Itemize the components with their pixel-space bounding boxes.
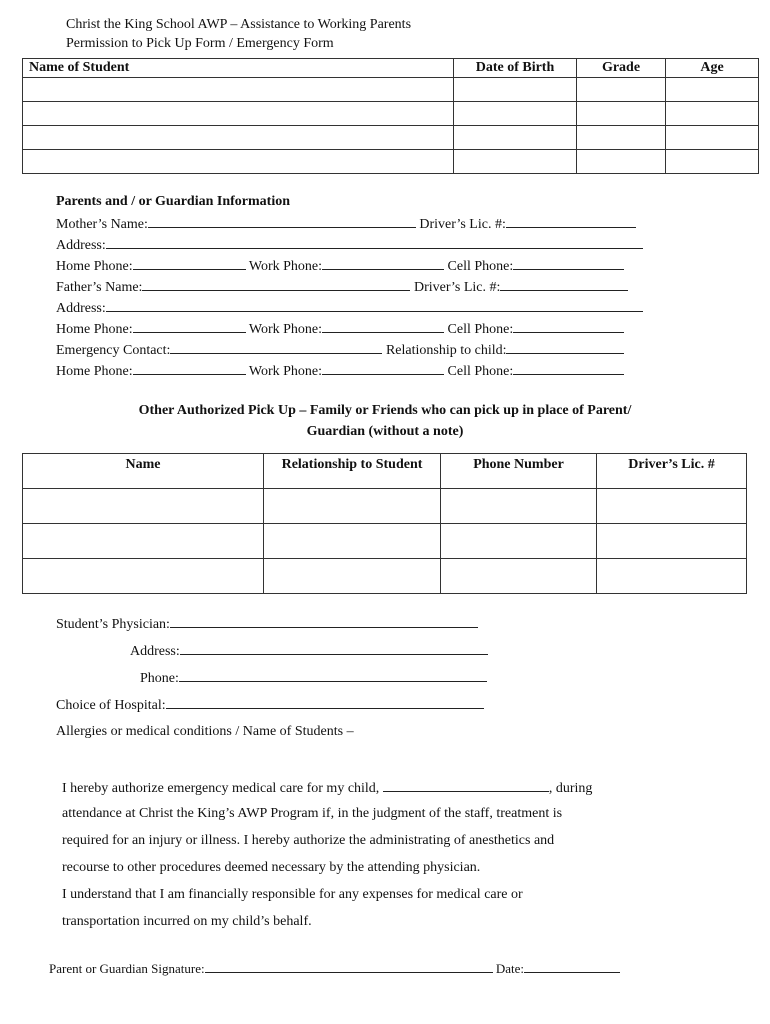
fathers-drivers-lic-field[interactable] [500, 278, 628, 291]
pickup-row[interactable] [23, 524, 747, 559]
pickup-row[interactable] [23, 489, 747, 524]
hospital-field[interactable] [166, 696, 484, 709]
home-phone-label: Home Phone: [56, 364, 133, 379]
pickup-title-line2: Guardian (without a note) [306, 424, 464, 439]
relationship-label: Relationship to child: [385, 343, 507, 358]
physician-row [56, 615, 478, 633]
mother-work-phone-field[interactable] [322, 257, 444, 270]
fathers-name-field[interactable] [142, 278, 410, 291]
physician-address-field[interactable] [180, 642, 488, 655]
header-drivers-lic: Driver’s Lic. # [597, 454, 747, 489]
physician-address-label: Address: [130, 644, 180, 659]
emergency-work-phone-field[interactable] [322, 362, 444, 375]
father-home-phone-field[interactable] [133, 320, 246, 333]
father-cell-phone-field[interactable] [513, 320, 624, 333]
physician-phone-field[interactable] [179, 669, 487, 682]
home-phone-label: Home Phone: [56, 259, 133, 274]
child-name-field[interactable] [383, 779, 549, 792]
fathers-name-label: Father’s Name: [56, 280, 143, 295]
signature-field[interactable] [205, 960, 493, 973]
mothers-drivers-lic-field[interactable] [506, 215, 636, 228]
authorization-line1 [62, 779, 592, 797]
form-title-line2: Permission to Pick Up Form / Emergency Form [66, 36, 334, 51]
authorization-line2: attendance at Christ the King’s AWP Program if, in the judgment of the staff, treatment is [62, 806, 563, 821]
authorization-line6: transportation incurred on my child’s behalf. [62, 914, 312, 929]
mother-phone-row [56, 257, 624, 275]
allergies-label: Allergies or medical conditions / Name of Students – [56, 724, 354, 739]
header-date-of-birth: Date of Birth [454, 59, 577, 78]
physician-label: Student’s Physician: [56, 617, 170, 632]
emergency-home-phone-field[interactable] [133, 362, 246, 375]
student-row[interactable] [23, 78, 759, 102]
authorization-line3: required for an injury or illness. I hereby authorize the administrating of anesthetics and [62, 833, 555, 848]
relationship-field[interactable] [506, 341, 624, 354]
header-relationship: Relationship to Student [264, 454, 441, 489]
physician-address-row [130, 642, 488, 660]
mothers-name-label: Mother’s Name: [56, 217, 148, 232]
father-work-phone-field[interactable] [322, 320, 444, 333]
hospital-row [56, 696, 484, 714]
date-label: Date: [495, 961, 524, 976]
header-age: Age [666, 59, 759, 78]
pickup-table [22, 453, 747, 594]
cell-phone-label: Cell Phone: [447, 364, 514, 379]
emergency-row [56, 341, 624, 359]
authorization-text-1b: , during [548, 781, 593, 796]
home-phone-label: Home Phone: [56, 322, 133, 337]
physician-field[interactable] [170, 615, 478, 628]
student-row[interactable] [23, 102, 759, 126]
parents-section-title: Parents and / or Guardian Information [56, 194, 291, 209]
mother-home-phone-field[interactable] [133, 257, 246, 270]
cell-phone-label: Cell Phone: [447, 322, 514, 337]
signature-label: Parent or Guardian Signature: [49, 961, 205, 976]
emergency-phone-row [56, 362, 624, 380]
pickup-row[interactable] [23, 559, 747, 594]
authorization-line5: I understand that I am financially responsible for any expenses for medical care or [62, 887, 523, 902]
header-name: Name [23, 454, 264, 489]
student-table [22, 58, 759, 174]
mother-address-field[interactable] [106, 236, 643, 249]
emergency-contact-field[interactable] [170, 341, 382, 354]
header-phone-number: Phone Number [441, 454, 597, 489]
father-phone-row [56, 320, 624, 338]
work-phone-label: Work Phone: [248, 259, 323, 274]
father-row [56, 278, 628, 296]
work-phone-label: Work Phone: [248, 364, 323, 379]
mothers-name-field[interactable] [148, 215, 416, 228]
authorization-text-1a: I hereby authorize emergency medical care for my child, [62, 781, 380, 796]
mother-row [56, 215, 636, 233]
student-row[interactable] [23, 150, 759, 174]
date-field[interactable] [524, 960, 620, 973]
work-phone-label: Work Phone: [248, 322, 323, 337]
header-grade: Grade [577, 59, 666, 78]
drivers-lic-label: Driver’s Lic. #: [419, 217, 506, 232]
physician-phone-label: Phone: [140, 671, 179, 686]
authorization-line4: recourse to other procedures deemed necessary by the attending physician. [62, 860, 481, 875]
father-address-row [56, 299, 643, 317]
pickup-title-line1: Other Authorized Pick Up – Family or Friends who can pick up in place of Parent/ [138, 403, 632, 418]
drivers-lic-label: Driver’s Lic. #: [413, 280, 501, 295]
address-label: Address: [56, 238, 106, 253]
emergency-contact-label: Emergency Contact: [56, 343, 171, 358]
mother-cell-phone-field[interactable] [513, 257, 624, 270]
physician-phone-row [140, 669, 487, 687]
father-address-field[interactable] [106, 299, 643, 312]
header-name-of-student: Name of Student [23, 59, 454, 78]
mother-address-row [56, 236, 643, 254]
address-label: Address: [56, 301, 106, 316]
signature-row [49, 960, 620, 977]
form-title-line1: Christ the King School AWP – Assistance to Working Parents [66, 17, 412, 32]
student-row[interactable] [23, 126, 759, 150]
hospital-label: Choice of Hospital: [56, 698, 166, 713]
cell-phone-label: Cell Phone: [447, 259, 514, 274]
emergency-cell-phone-field[interactable] [513, 362, 624, 375]
